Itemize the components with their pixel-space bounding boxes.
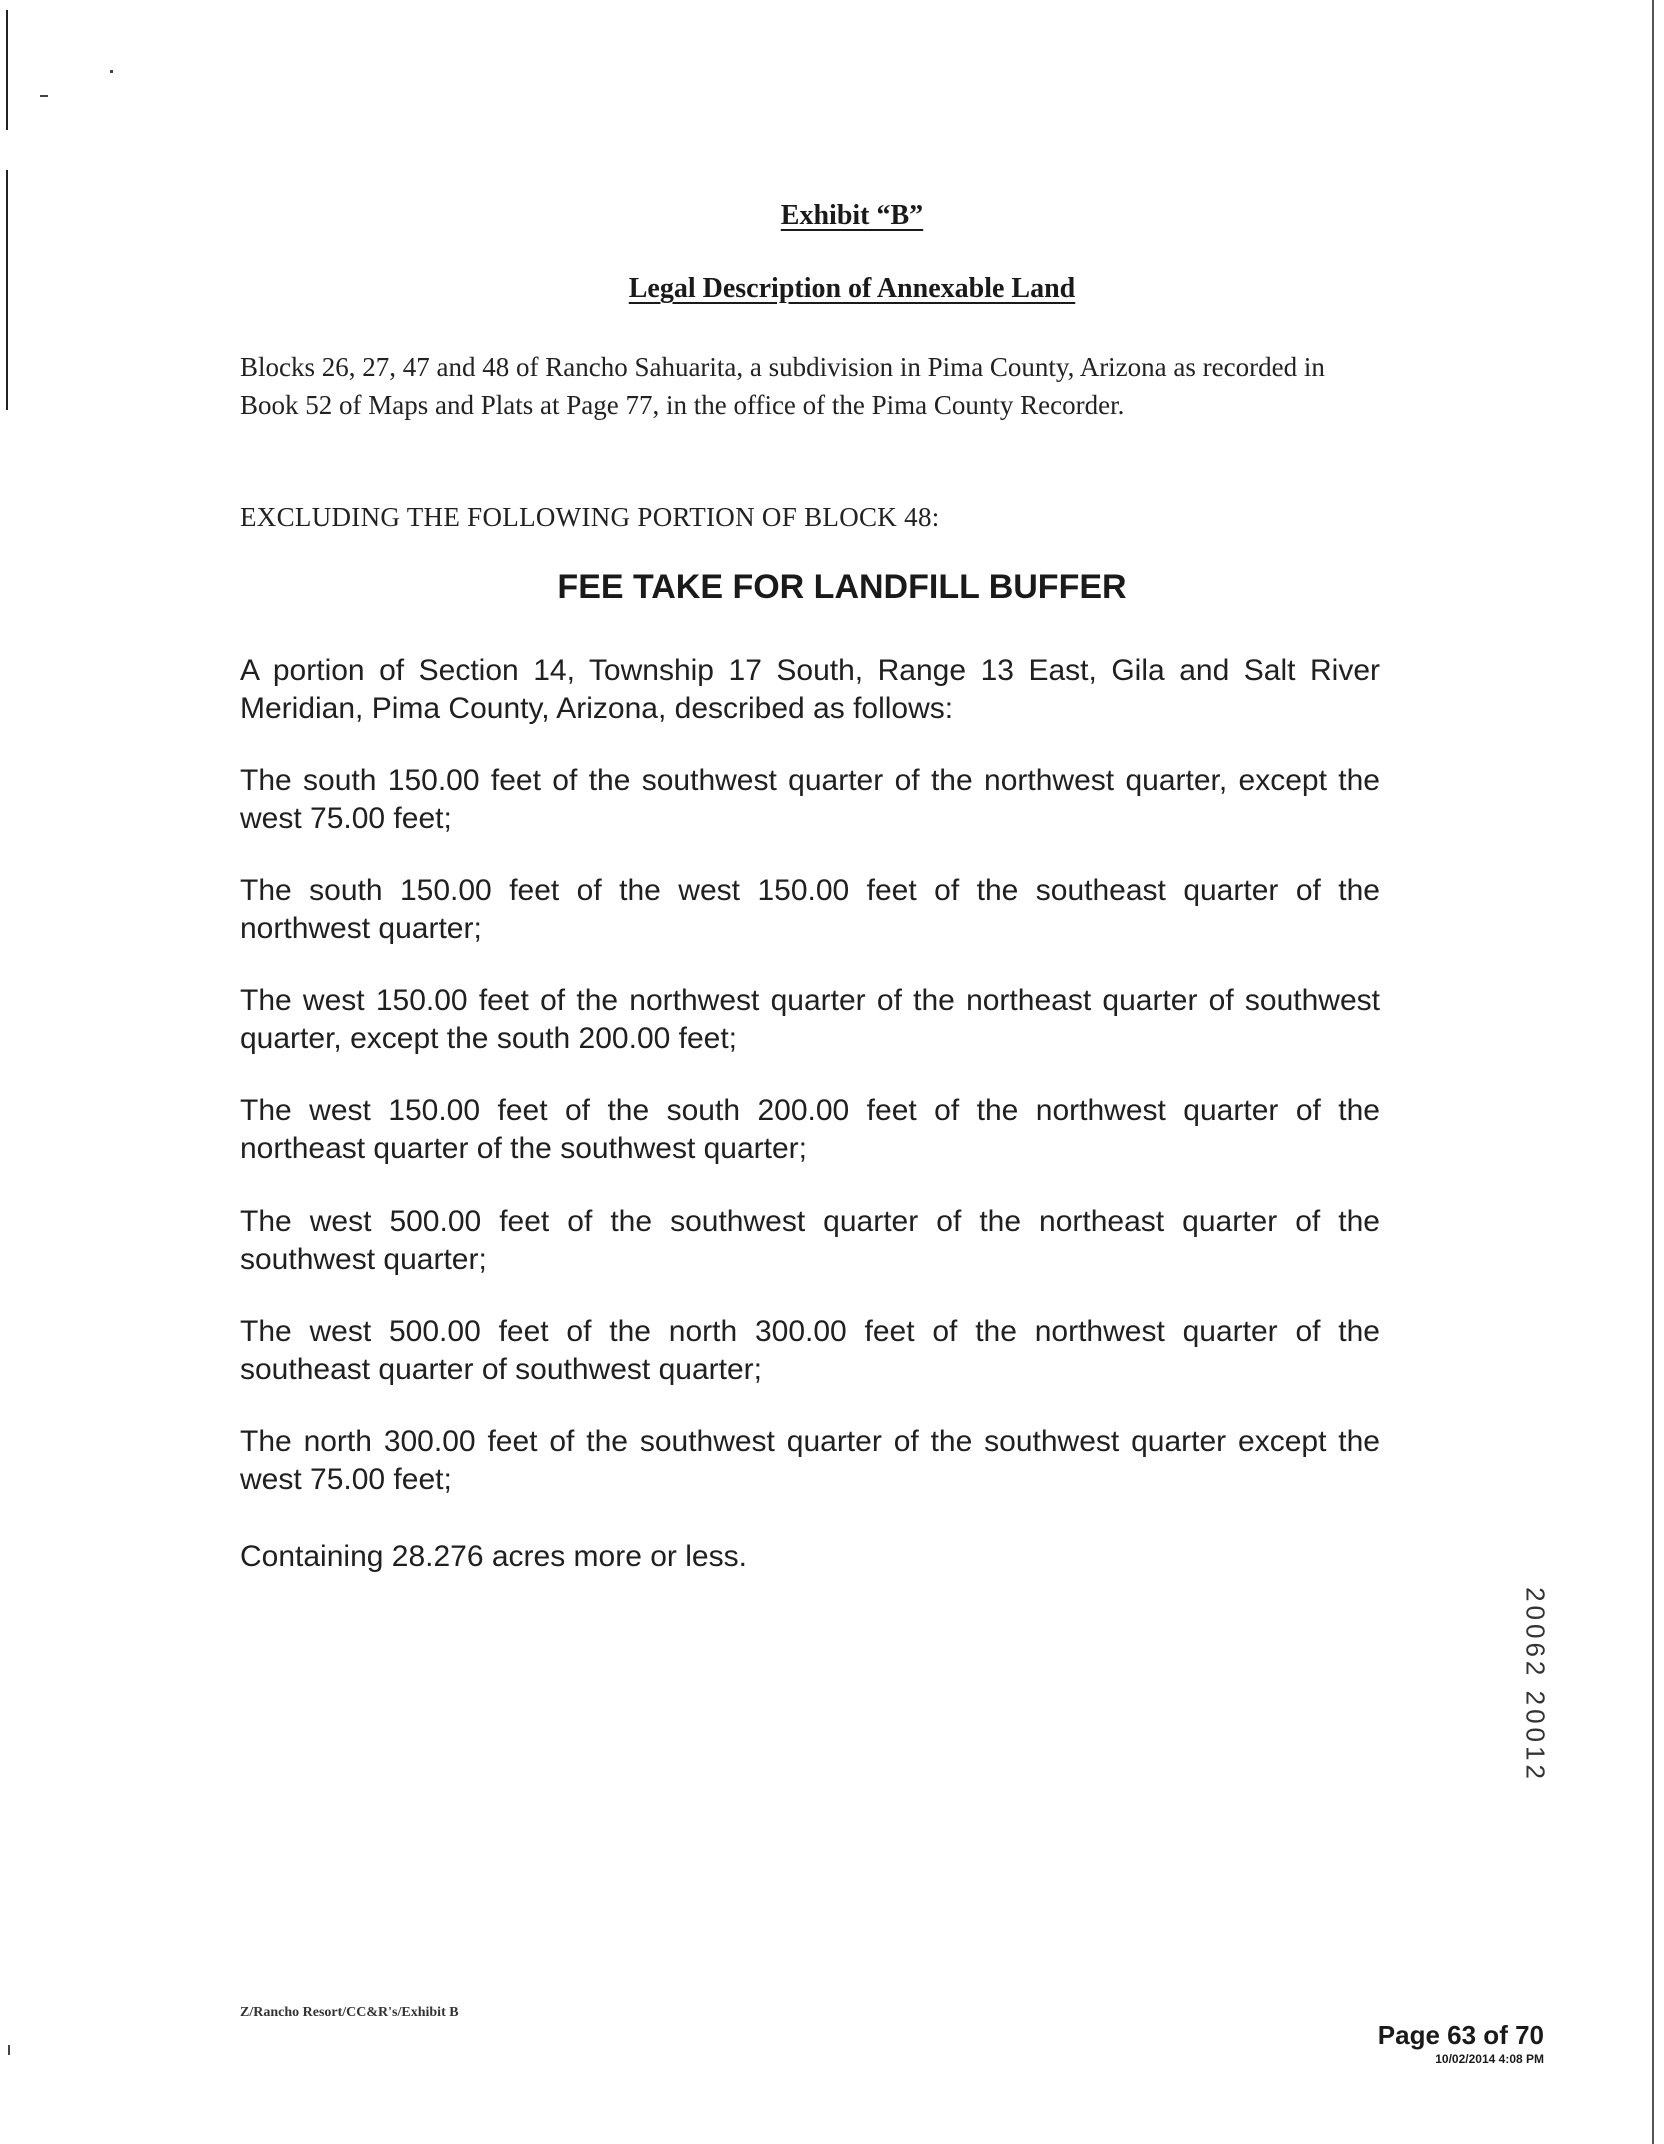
acreage-statement: Containing 28.276 acres more or less.: [240, 1540, 747, 1573]
page-number: Page 63 of 70: [1377, 2020, 1544, 2050]
section-heading: FEE TAKE FOR LANDFILL BUFFER: [557, 568, 1127, 606]
description-paragraph: The north 300.00 feet of the southwest quarter of the southwest quarter except the west 75.00 feet;: [240, 1425, 1380, 1496]
footer-file-path: Z/Rancho Resort/CC&R's/Exhibit B: [240, 2005, 459, 2020]
exhibit-title: Exhibit “B”: [780, 200, 924, 231]
description-paragraph: The south 150.00 feet of the southwest quarter of the northwest quarter, except the west 75.00 feet;: [240, 764, 1380, 835]
scan-speck: [40, 95, 48, 97]
print-timestamp: 10/02/2014 4:08 PM: [1435, 2052, 1544, 2066]
scan-speck: [8, 2045, 10, 2055]
description-paragraph: The south 150.00 feet of the west 150.00 feet of the southeast quarter of the northwest quarter;: [240, 874, 1380, 945]
legal-description-title: Legal Description of Annexable Land: [628, 273, 1076, 304]
recording-stamp-text: 20062 20012: [1520, 1587, 1551, 1783]
description-paragraph: The west 150.00 feet of the south 200.00 feet of the northwest quarter of the northeast quarter of the southwest quarter;: [240, 1094, 1380, 1165]
description-paragraph: The west 500.00 feet of the north 300.00 feet of the northwest quarter of the southeast quarter of southwest quarter;: [240, 1315, 1380, 1386]
blocks-paragraph: Blocks 26, 27, 47 and 48 of Rancho Sahuarita, a subdivision in Pima County, Arizona as recorded in Book 52 of Maps and Plats at Page 77, in the office of the Pima County Recorder.: [240, 352, 1325, 420]
scan-edge-line: [6, 10, 8, 130]
description-paragraph: The west 500.00 feet of the southwest quarter of the northeast quarter of the southwest quarter;: [240, 1205, 1380, 1276]
scan-speck: [110, 70, 113, 73]
description-paragraph: A portion of Section 14, Township 17 South, Range 13 East, Gila and Salt River Meridian, Pima County, Arizona, described as follows:: [240, 654, 1380, 725]
description-paragraph: The west 150.00 feet of the northwest quarter of the northeast quarter of southwest quarter, except the south 200.00 feet;: [240, 984, 1380, 1055]
scan-edge-line: [1652, 0, 1654, 2144]
recording-stamp: [1520, 1520, 1550, 1850]
scan-edge-line: [6, 170, 8, 410]
excluding-line: EXCLUDING THE FOLLOWING PORTION OF BLOCK 48:: [240, 502, 940, 532]
